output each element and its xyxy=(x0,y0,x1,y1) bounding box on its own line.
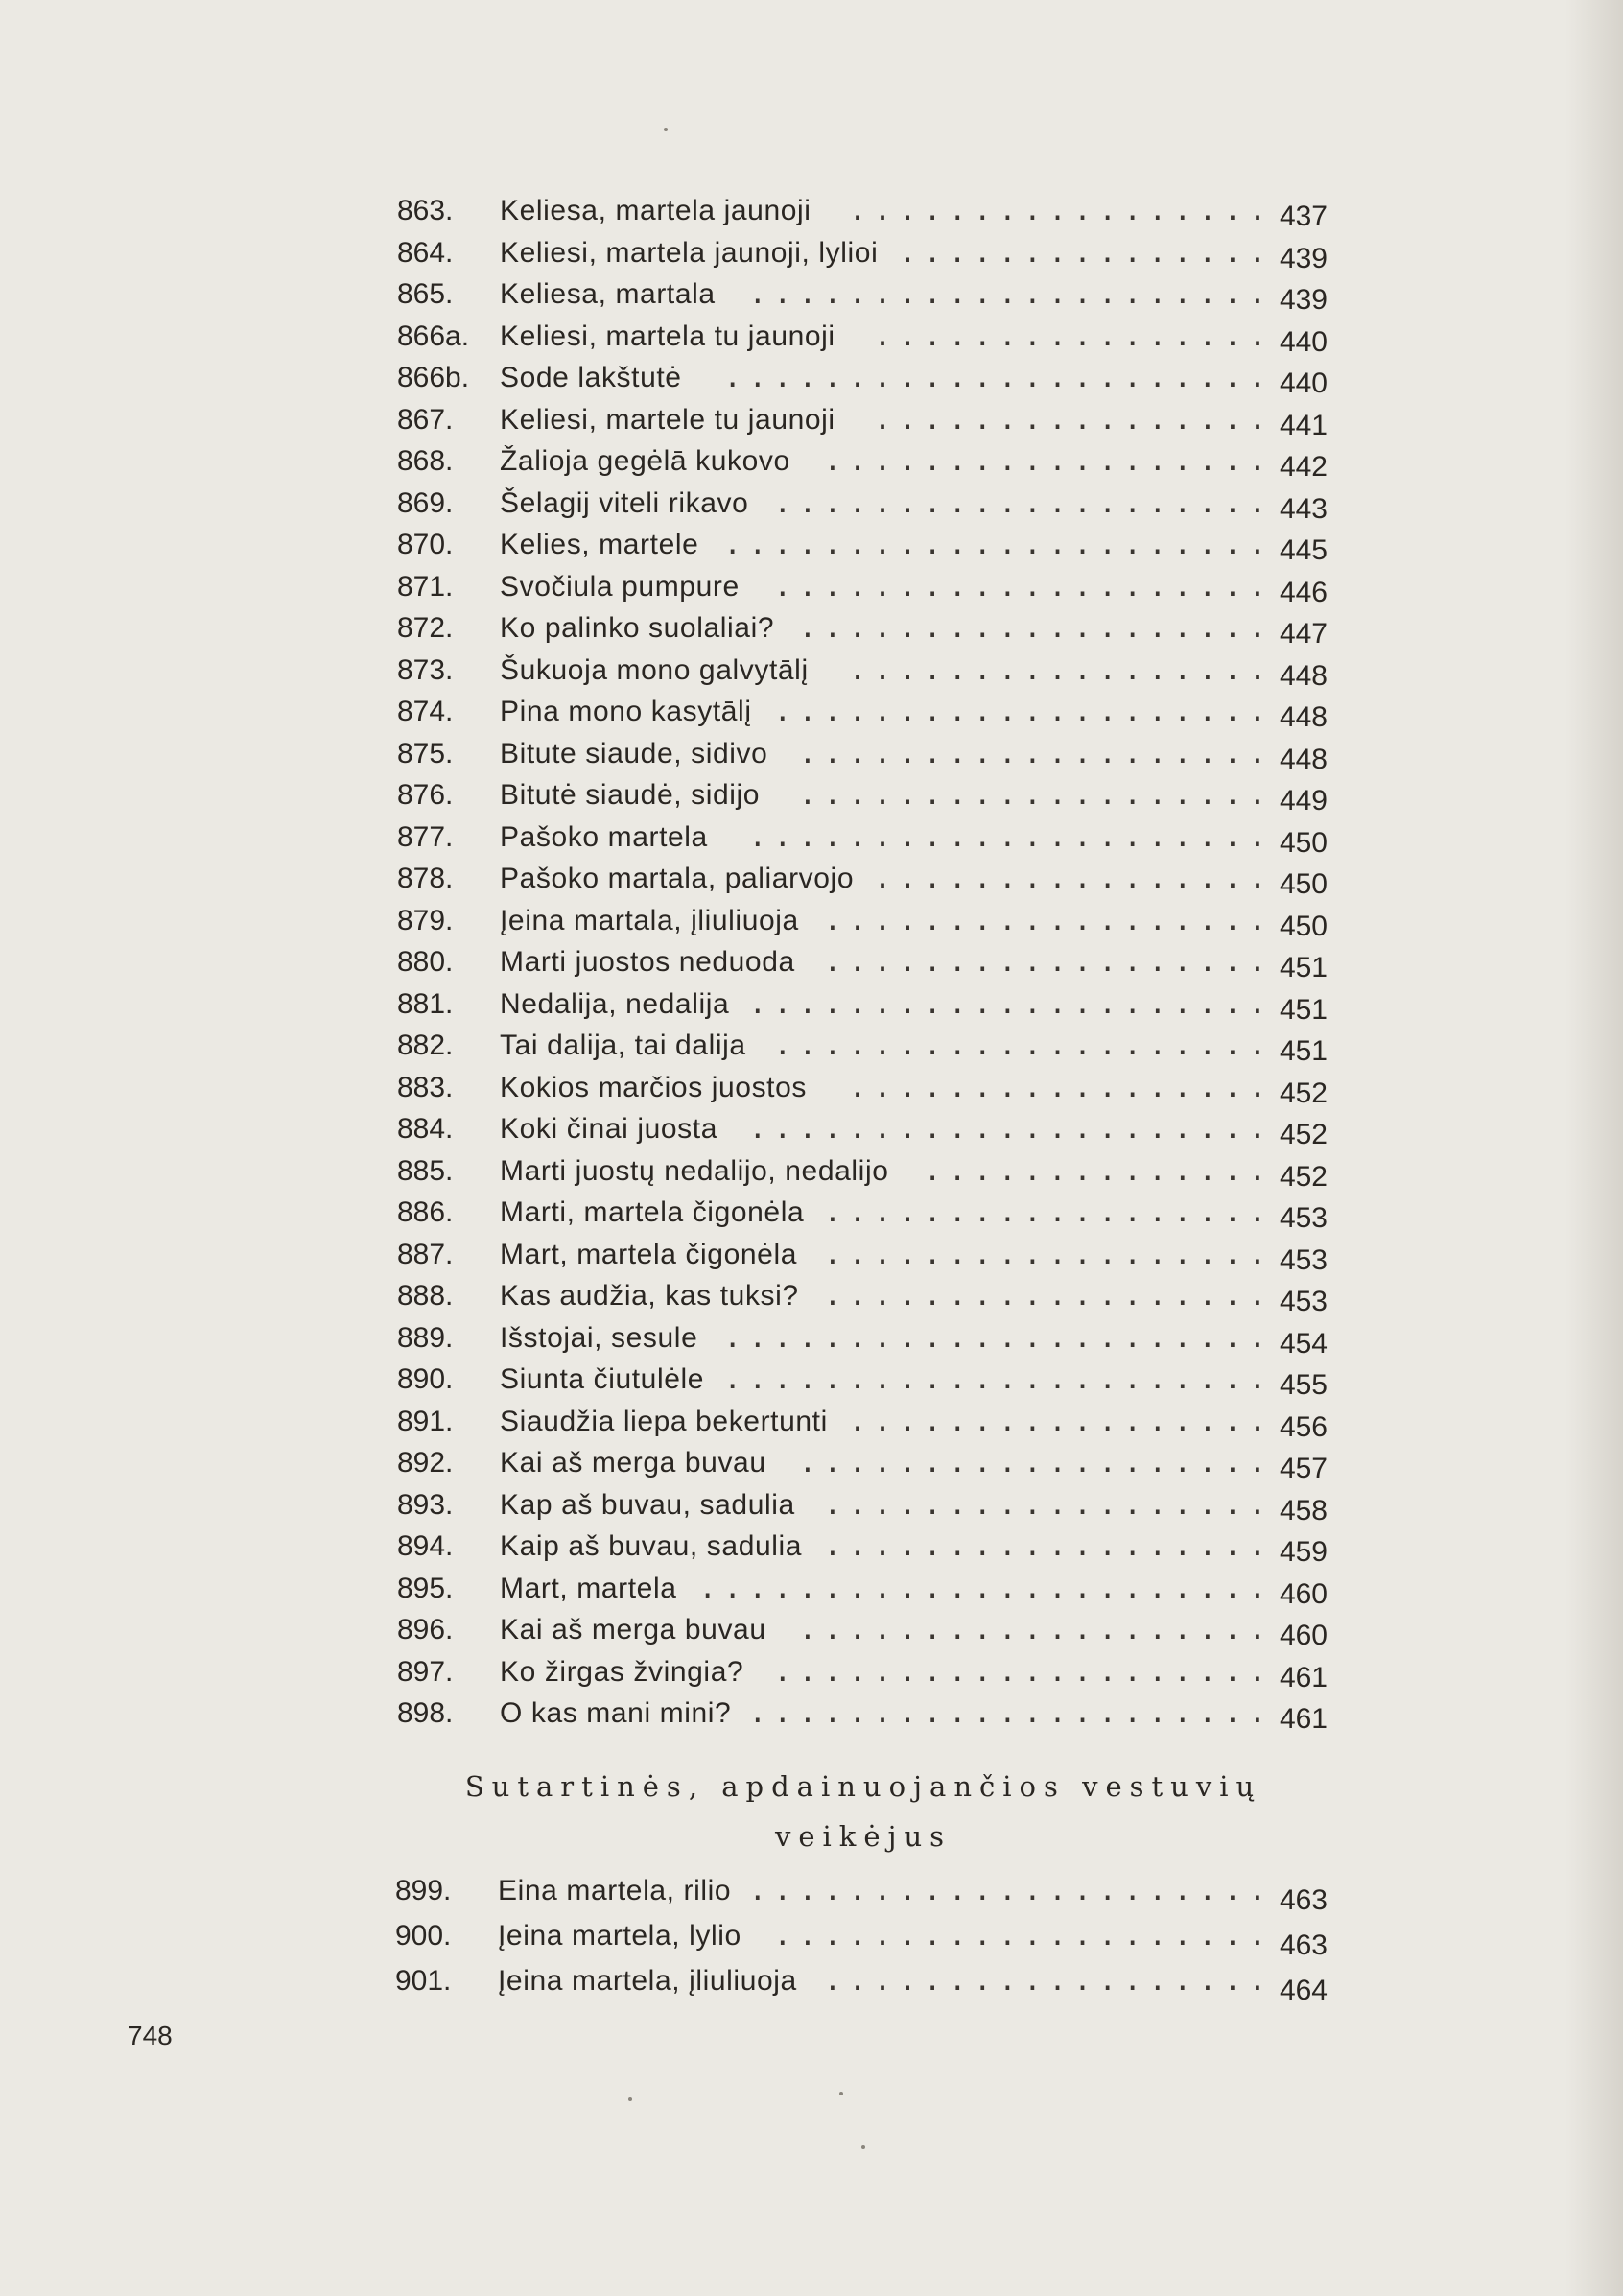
toc-entry xyxy=(397,1692,1328,1735)
dot-leader: ..................... xyxy=(748,819,1274,854)
dot-leader: ..................... xyxy=(748,1696,1274,1730)
entry-page-number: 453 xyxy=(1279,1286,1328,1317)
entry-page-number: 451 xyxy=(1279,1035,1328,1067)
entry-title: O kas mani mini? xyxy=(500,1697,732,1729)
entry-page-number: 447 xyxy=(1279,618,1328,650)
entry-title: Bitutė siaudė, sidijo xyxy=(500,779,761,811)
entry-page-number: 450 xyxy=(1279,826,1328,859)
dot-leader: .................. xyxy=(823,903,1274,937)
entry-page-number: 448 xyxy=(1279,743,1328,775)
entry-number: 865. xyxy=(397,278,454,310)
entry-number: 868. xyxy=(397,445,454,477)
dot-leader: ............... xyxy=(899,235,1274,270)
dot-leader: ................ xyxy=(874,402,1274,437)
dot-leader: .................. xyxy=(823,444,1274,478)
entry-title: Svočiula pumpure xyxy=(500,570,740,603)
dot-leader: .................. xyxy=(823,1237,1274,1271)
entry-page-number: 459 xyxy=(1279,1536,1328,1568)
entry-title: Žalioja gegėlā kukovo xyxy=(500,445,790,477)
toc-entry xyxy=(397,566,1328,608)
entry-number: 887. xyxy=(397,1238,454,1270)
toc-entry xyxy=(397,607,1328,650)
toc-entry xyxy=(397,733,1328,775)
entry-number: 895. xyxy=(397,1572,454,1604)
toc-entry xyxy=(397,316,1328,358)
dot-leader: ..................... xyxy=(748,1874,1274,1907)
entry-title: Įeina martala, įliuliuoja xyxy=(500,904,799,936)
page-edge-shadow xyxy=(1565,0,1623,2296)
entry-number: 876. xyxy=(397,779,454,811)
dot-leader: .................... xyxy=(773,695,1274,728)
dot-leader: .................. xyxy=(823,1279,1274,1313)
entry-title: Ko žirgas žvingia? xyxy=(500,1655,744,1688)
toc-entry xyxy=(397,1108,1328,1150)
entry-page-number: 460 xyxy=(1279,1577,1328,1610)
entry-title: Įeina martela, įliuliuoja xyxy=(498,1965,797,1997)
entry-title: Šukuoja mono galvytālį xyxy=(500,653,809,686)
dot-leader: ...................... xyxy=(723,361,1274,394)
toc-entry xyxy=(397,524,1328,566)
dot-leader: .................... xyxy=(773,1029,1274,1062)
entry-title: Koki činai juosta xyxy=(500,1113,717,1145)
toc-entry xyxy=(397,357,1328,399)
entry-number: 863. xyxy=(397,195,454,226)
dot-leader: ...................... xyxy=(723,528,1274,561)
entry-number: 885. xyxy=(397,1154,454,1187)
entry-page-number: 450 xyxy=(1279,868,1328,900)
entry-number: 886. xyxy=(397,1196,454,1228)
toc-entry xyxy=(397,1651,1328,1693)
dot-leader: ................. xyxy=(848,194,1274,227)
toc-entry xyxy=(397,190,1328,232)
table-of-contents-section-2 xyxy=(395,1868,1328,2006)
entry-title: Kap aš buvau, sadulia xyxy=(500,1488,795,1521)
entry-number: 875. xyxy=(397,737,454,769)
scan-speck xyxy=(839,2092,843,2095)
entry-title: Pašoko martela xyxy=(500,820,708,853)
toc-entry xyxy=(397,817,1328,859)
entry-number: 894. xyxy=(397,1530,454,1562)
dot-leader: ................. xyxy=(848,652,1274,687)
entry-title: Mart, martela čigonėla xyxy=(500,1238,797,1270)
entry-page-number: 445 xyxy=(1279,534,1328,566)
entry-title: Ko palinko suolaliai? xyxy=(500,612,775,644)
entry-page-number: 456 xyxy=(1279,1410,1328,1443)
entry-number: 899. xyxy=(395,1875,452,1906)
entry-title: Keliesa, martala xyxy=(500,278,716,310)
entry-page-number: 453 xyxy=(1279,1243,1328,1276)
entry-number: 896. xyxy=(397,1614,454,1645)
toc-entry xyxy=(397,399,1328,441)
entry-title: Mart, martela xyxy=(500,1572,677,1604)
entry-number: 867. xyxy=(397,403,454,436)
entry-page-number: 457 xyxy=(1279,1453,1328,1484)
entry-number: 897. xyxy=(397,1655,454,1688)
toc-entry xyxy=(397,983,1328,1026)
dot-leader: ................ xyxy=(874,319,1274,353)
table-of-contents xyxy=(397,190,1328,1735)
dot-leader: ....................... xyxy=(698,1571,1274,1605)
entry-page-number: 442 xyxy=(1279,451,1328,483)
toc-entry xyxy=(397,774,1328,817)
entry-number: 881. xyxy=(397,987,454,1020)
dot-leader: ................. xyxy=(848,1404,1274,1438)
toc-entry xyxy=(397,1150,1328,1193)
entry-page-number: 439 xyxy=(1279,284,1328,316)
section-heading xyxy=(403,1762,1324,1861)
dot-leader: .................... xyxy=(773,1654,1274,1689)
toc-entry xyxy=(397,1484,1328,1527)
entry-title: Pašoko martala, paliarvojo xyxy=(500,863,855,894)
entry-page-number: 448 xyxy=(1279,659,1328,692)
toc-entry xyxy=(397,1025,1328,1067)
entry-page-number: 443 xyxy=(1279,492,1328,525)
toc-entry xyxy=(397,1442,1328,1484)
entry-page-number: 461 xyxy=(1279,1661,1328,1693)
dot-leader: ..................... xyxy=(748,1112,1274,1146)
entry-title: Marti, martela čigonėla xyxy=(500,1196,805,1228)
entry-page-number: 464 xyxy=(1279,1975,1328,2006)
dot-leader: ...................... xyxy=(723,1362,1274,1396)
entry-title: Nedalija, nedalija xyxy=(500,987,730,1020)
entry-title: Kokios marčios juostos xyxy=(500,1071,807,1103)
toc-entry xyxy=(397,1609,1328,1651)
entry-page-number: 451 xyxy=(1279,952,1328,983)
entry-number: 866a. xyxy=(397,320,470,352)
entry-number: 874. xyxy=(397,696,454,727)
toc-entry xyxy=(397,1568,1328,1610)
entry-page-number: 440 xyxy=(1279,325,1328,358)
toc-entry xyxy=(397,483,1328,525)
section-heading-line-2: veikėjus xyxy=(774,1820,953,1853)
dot-leader: .................... xyxy=(773,485,1274,520)
dot-leader: ..................... xyxy=(748,277,1274,311)
dot-leader: ...................... xyxy=(723,1320,1274,1355)
toc-entry xyxy=(397,1234,1328,1276)
dot-leader: .................. xyxy=(823,1487,1274,1522)
toc-entry xyxy=(397,273,1328,316)
entry-number: 891. xyxy=(397,1405,454,1437)
entry-title: Kelies, martele xyxy=(500,529,699,560)
toc-entry xyxy=(397,691,1328,733)
entry-title: Keliesi, martela tu jaunoji xyxy=(500,320,835,352)
entry-page-number: 439 xyxy=(1279,242,1328,274)
scan-speck xyxy=(628,2097,632,2101)
scan-speck xyxy=(861,2145,865,2149)
entry-page-number: 441 xyxy=(1279,409,1328,441)
entry-number: 893. xyxy=(397,1488,454,1521)
entry-number: 873. xyxy=(397,653,454,686)
entry-page-number: 450 xyxy=(1279,910,1328,942)
entry-number: 890. xyxy=(397,1363,454,1395)
entry-number: 864. xyxy=(397,236,454,269)
dot-leader: ................... xyxy=(798,1446,1274,1479)
entry-number: 900. xyxy=(395,1920,452,1952)
dot-leader: .................... xyxy=(773,1919,1274,1953)
toc-entry xyxy=(397,1359,1328,1401)
entry-title: Marti juostos neduoda xyxy=(500,946,795,978)
entry-number: 888. xyxy=(397,1280,454,1312)
entry-title: Pina mono kasytālį xyxy=(500,696,752,727)
entry-number: 877. xyxy=(397,820,454,853)
entry-title: Bitute siaude, sidivo xyxy=(500,737,768,769)
entry-title: Keliesa, martela jaunoji xyxy=(500,195,812,226)
entry-page-number: 454 xyxy=(1279,1327,1328,1360)
entry-number: 883. xyxy=(397,1071,454,1103)
entry-number: 871. xyxy=(397,570,454,603)
entry-page-number: 458 xyxy=(1279,1494,1328,1527)
dot-leader: .................. xyxy=(823,945,1274,979)
dot-leader: .................. xyxy=(823,1529,1274,1563)
entry-title: Siaudžia liepa bekertunti xyxy=(500,1405,828,1437)
entry-number: 892. xyxy=(397,1447,454,1479)
entry-title: Sode lakštutė xyxy=(500,362,682,393)
entry-page-number: 440 xyxy=(1279,367,1328,399)
dot-leader: .............. xyxy=(924,1153,1274,1188)
dot-leader: .................. xyxy=(823,1195,1274,1229)
dot-leader: ..................... xyxy=(748,986,1274,1021)
entry-page-number: 463 xyxy=(1279,1884,1328,1916)
dot-leader: .................. xyxy=(823,1964,1274,1998)
dot-leader: ................... xyxy=(798,1613,1274,1646)
section-heading-line-1: Sutartinės, apdainuojančios vestuvių xyxy=(464,1770,1262,1803)
dot-leader: ................... xyxy=(798,736,1274,770)
toc-entry xyxy=(397,1067,1328,1109)
toc-entry xyxy=(397,232,1328,274)
entry-title: Išstojai, sesule xyxy=(500,1321,698,1354)
entry-page-number: 453 xyxy=(1279,1202,1328,1234)
entry-number: 872. xyxy=(397,612,454,644)
toc-entry xyxy=(397,900,1328,942)
toc-entry xyxy=(397,650,1328,692)
entry-title: Kaip aš buvau, sadulia xyxy=(500,1530,803,1562)
entry-title: Tai dalija, tai dalija xyxy=(500,1030,746,1061)
toc-entry xyxy=(397,1401,1328,1443)
entry-title: Šelagij viteli rikavo xyxy=(500,486,749,519)
entry-number: 869. xyxy=(397,486,454,519)
dot-leader: ................ xyxy=(874,862,1274,895)
toc-entry xyxy=(397,1526,1328,1568)
entry-title: Keliesi, martela jaunoji, lylioi xyxy=(500,236,879,269)
entry-page-number: 437 xyxy=(1279,201,1328,232)
entry-page-number: 452 xyxy=(1279,1160,1328,1193)
entry-title: Eina martela, rilio xyxy=(498,1875,732,1906)
entry-number: 880. xyxy=(397,946,454,978)
entry-page-number: 448 xyxy=(1279,701,1328,733)
entry-page-number: 451 xyxy=(1279,993,1328,1026)
entry-title: Įeina martela, lylio xyxy=(498,1920,741,1952)
entry-number: 879. xyxy=(397,904,454,936)
dot-leader: ................... xyxy=(798,611,1274,645)
entry-page-number: 449 xyxy=(1279,785,1328,817)
entry-number: 866b. xyxy=(397,362,470,393)
scan-speck xyxy=(664,128,668,131)
entry-number: 898. xyxy=(397,1697,454,1729)
toc-entry xyxy=(395,1868,1328,1916)
page-number: 748 xyxy=(128,2021,173,2050)
entry-page-number: 452 xyxy=(1279,1077,1328,1109)
toc-entry xyxy=(397,1192,1328,1234)
entry-title: Marti juostų nedalijo, nedalijo xyxy=(500,1154,889,1187)
entry-page-number: 446 xyxy=(1279,576,1328,608)
entry-page-number: 460 xyxy=(1279,1620,1328,1651)
toc-entry xyxy=(397,858,1328,900)
entry-page-number: 461 xyxy=(1279,1703,1328,1735)
entry-number: 878. xyxy=(397,863,454,894)
entry-number: 889. xyxy=(397,1321,454,1354)
entry-number: 901. xyxy=(395,1965,452,1997)
entry-number: 870. xyxy=(397,529,454,560)
toc-entry xyxy=(395,1913,1328,1961)
dot-leader: ................. xyxy=(848,1070,1274,1104)
entry-page-number: 455 xyxy=(1279,1369,1328,1401)
toc-entry xyxy=(397,1275,1328,1317)
toc-entry xyxy=(395,1958,1328,2006)
toc-entry xyxy=(397,941,1328,983)
entry-title: Kas audžia, kas tuksi? xyxy=(500,1280,799,1312)
entry-number: 884. xyxy=(397,1113,454,1145)
toc-entry xyxy=(397,440,1328,483)
dot-leader: ................... xyxy=(798,778,1274,812)
entry-page-number: 452 xyxy=(1279,1119,1328,1150)
entry-title: Keliesi, martele tu jaunoji xyxy=(500,403,835,436)
toc-entry xyxy=(397,1317,1328,1360)
entry-title: Kai aš merga buvau xyxy=(500,1447,766,1479)
dot-leader: .................... xyxy=(773,569,1274,604)
entry-page-number: 463 xyxy=(1279,1929,1328,1961)
entry-title: Kai aš merga buvau xyxy=(500,1614,766,1645)
entry-number: 882. xyxy=(397,1030,454,1061)
entry-title: Siunta čiutulėle xyxy=(500,1363,705,1395)
